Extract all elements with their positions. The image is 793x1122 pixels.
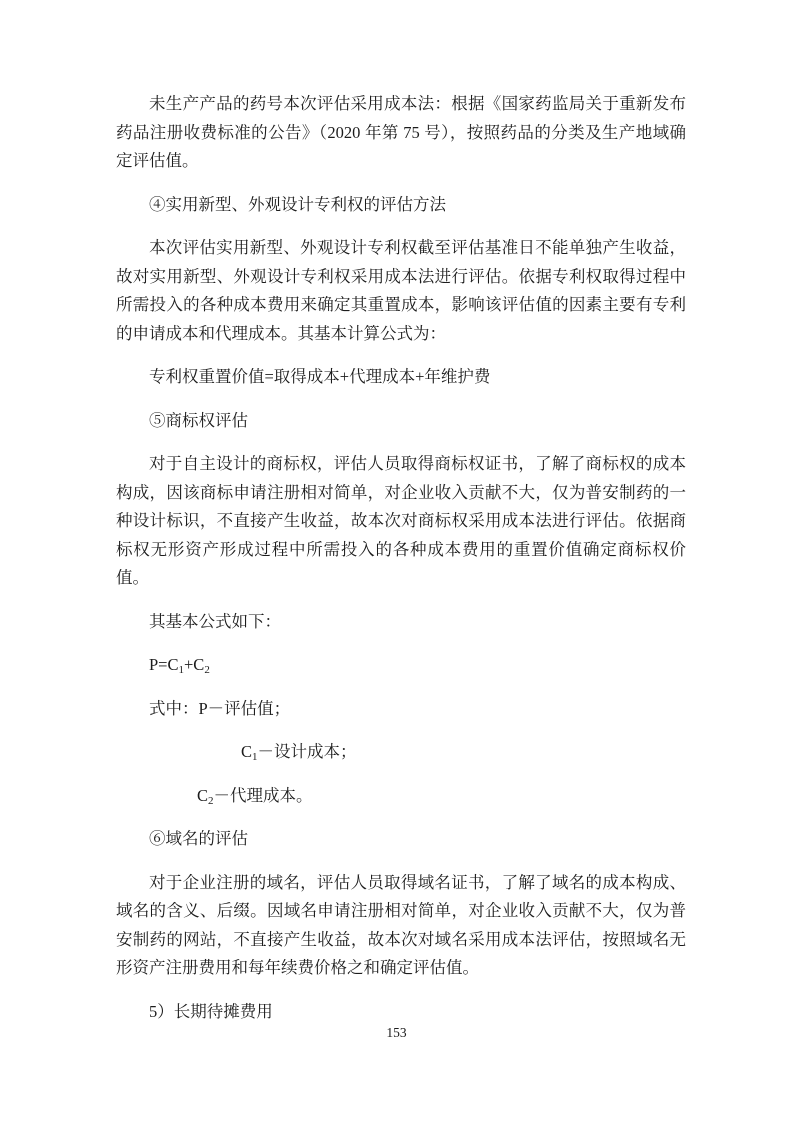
subscript-text: 2 (208, 794, 214, 807)
heading-domain-name-valuation (116, 825, 686, 854)
text-run: 5）长期待摊费用 (149, 1001, 273, 1021)
text-run: C (241, 742, 253, 761)
paragraph-patent-cost-method (116, 234, 686, 348)
text-run: －设计成本； (257, 742, 357, 761)
formula-p-equals-c1-plus-c2 (116, 651, 686, 680)
heading-utility-model-design-patent-method (116, 191, 686, 220)
text-run: +C (184, 655, 205, 674)
text-run: ④实用新型、外观设计专利权的评估方法 (149, 194, 446, 214)
paragraph-unproduced-drug-license-cost-method (116, 90, 686, 176)
text-run: P=C (149, 655, 179, 674)
subscript-text: 1 (178, 664, 184, 676)
line-formula-where-p (116, 695, 686, 724)
text-run: 本次评估实用新型、外观设计专利权截至评估基准日不能单独产生收益，故对实用新型、外观设计专利权采用成本法进行评估。依据专利权取得过程中所需投入的各种成本费用来确定其重置成本，影响该评估值的因素主要有专利的申请成本和代理成本。其基本计算公式为： (116, 238, 686, 343)
line-basic-formula-intro (116, 608, 686, 637)
text-run: ⑤商标权评估 (149, 410, 248, 430)
paragraph-domain-cost-method (116, 869, 686, 983)
heading-long-term-deferred-expenses (116, 998, 686, 1027)
subscript-text: 1 (252, 751, 258, 763)
text-run: 未生产产品的药号本次评估采用成本法：根据《国家药监局关于重新发布药品注册收费标准的公告》（2020 年第 75 号），按照药品的分类及生产地域确定评估值。 (116, 94, 686, 170)
paragraph-trademark-cost-method (116, 450, 686, 593)
text-run: C (197, 785, 209, 805)
text-run: 对于企业注册的域名，评估人员取得域名证书，了解了域名的成本构成、域名的含义、后缀。因域名申请注册相对简单，对企业收入贡献不大，仅为普安制药的网站，不直接产生收益，故本次对域名采用成本法评估，按照域名无形资产注册费用和每年续费价格之和确定评估值。 (116, 872, 686, 977)
document-body (116, 90, 686, 1041)
page-number: 153 (386, 1025, 407, 1040)
text-run: 专利权重置价值=取得成本+代理成本+年维护费 (149, 367, 491, 386)
subscript-text: 2 (204, 664, 210, 676)
line-formula-c1-design-cost (116, 738, 686, 767)
heading-trademark-valuation (116, 407, 686, 436)
text-run: 式中：P－评估值； (149, 698, 291, 718)
line-formula-c2-agency-cost (116, 782, 686, 811)
text-run: 其基本公式如下： (149, 611, 281, 631)
text-run: ⑥域名的评估 (149, 829, 248, 848)
text-run: 对于自主设计的商标权，评估人员取得商标权证书，了解了商标权的成本构成，因该商标申请注册相对简单，对企业收入贡献不大，仅为普安制药的一种设计标识，不直接产生收益，故本次对商标权采用成本法进行评估。依据商标权无形资产形成过程中所需投入的各种成本费用的重置价值确定商标权价值。 (116, 454, 686, 587)
formula-patent-replacement-value (116, 363, 686, 392)
text-run: －代理成本。 (213, 785, 313, 805)
